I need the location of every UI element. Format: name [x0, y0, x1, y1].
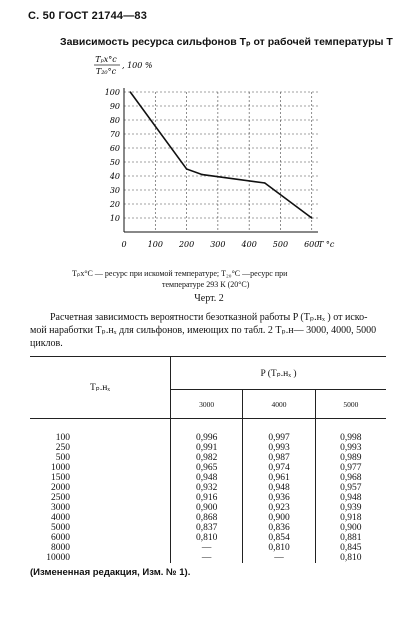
- table-cell-probability: —: [171, 543, 243, 553]
- table-cell-hours: 2500: [51, 493, 70, 503]
- table-cell-hours: 10000: [46, 553, 70, 563]
- table-cell-probability: 0,868: [171, 513, 243, 523]
- x-tick-label: 200: [178, 240, 195, 249]
- x-tick-label: 600: [304, 240, 320, 249]
- y-tick-label: 40: [109, 172, 120, 181]
- table-cell-hours: 2000: [51, 483, 70, 493]
- temperature-resource-chart: [0, 50, 418, 265]
- y-tick-label: 80: [109, 116, 120, 125]
- table-subheader: 4000: [243, 390, 315, 419]
- data-point: [264, 182, 266, 184]
- table-cell-hours: 4000: [51, 513, 70, 523]
- table-cell-hours: 1000: [51, 463, 70, 473]
- x-tick-label: 400: [241, 240, 257, 249]
- table-cell-probability: 0,918: [315, 513, 386, 523]
- table-cell-probability: 0,900: [315, 523, 386, 533]
- table-cell-hours: 250: [55, 443, 70, 453]
- table-cell-hours: 6000: [51, 533, 70, 543]
- table-col0-header: Tₚ.нₓ: [30, 357, 171, 419]
- table-cell-probability: 0,993: [243, 443, 315, 453]
- table-group-header: P (Tₚ.нₓ ): [171, 357, 387, 390]
- table-row: [30, 543, 386, 553]
- table-cell-probability: 0,916: [171, 493, 243, 503]
- table-cell-probability: 0,810: [171, 533, 243, 543]
- figure-caption: Черт. 2: [194, 293, 224, 304]
- y-tick-label: 60: [109, 144, 120, 153]
- data-point: [201, 174, 203, 176]
- table-row: [30, 453, 386, 463]
- y-tick-label: 100: [104, 88, 120, 97]
- table-cell-probability: —: [171, 553, 243, 563]
- table-row: [30, 513, 386, 523]
- table-cell-probability: 0,982: [171, 453, 243, 463]
- y-label-top: Тₚх°c: [95, 55, 117, 64]
- table-row: [30, 443, 386, 453]
- table-cell-probability: 0,998: [315, 419, 386, 444]
- table-cell-hours: 5000: [51, 523, 70, 533]
- table-cell-probability: 0,881: [315, 533, 386, 543]
- table-cell-probability: 0,989: [315, 453, 386, 463]
- table-cell-probability: 0,974: [243, 463, 315, 473]
- table-row: [30, 473, 386, 483]
- data-point: [129, 91, 131, 93]
- table-cell-probability: 0,900: [171, 503, 243, 513]
- paragraph: [30, 311, 386, 350]
- table-cell-hours: 500: [55, 453, 70, 463]
- x-axis-label: T °c: [318, 240, 335, 249]
- table-cell-probability: 0,997: [243, 419, 315, 444]
- x-tick-label: 500: [272, 240, 289, 249]
- table-row: [30, 463, 386, 473]
- series-line: [130, 92, 311, 218]
- table-cell-probability: 0,948: [315, 493, 386, 503]
- table-cell-hours: 3000: [51, 503, 70, 513]
- table-row: [30, 493, 386, 503]
- table-subheader: 3000: [171, 390, 243, 419]
- table-cell-probability: 0,936: [243, 493, 315, 503]
- data-point: [311, 217, 313, 219]
- data-point: [186, 168, 188, 170]
- x-tick-label: 0: [121, 240, 127, 249]
- table-cell-probability: 0,961: [243, 473, 315, 483]
- y-tick-label: 90: [109, 102, 120, 111]
- y-label-suffix: , 100 %: [122, 61, 153, 70]
- x-tick-label: 300: [210, 240, 226, 249]
- table-cell-probability: 0,939: [315, 503, 386, 513]
- table-row: [30, 483, 386, 493]
- table-cell-probability: 0,836: [243, 523, 315, 533]
- paragraph-line2: мой наработки Tₚ.нₓ для сильфонов, имеющих по табл. 2 Tₚ.н— 3000, 4000, 5000: [30, 325, 377, 336]
- probability-table: [30, 356, 386, 563]
- table-row: [30, 503, 386, 513]
- table-row: [30, 523, 386, 533]
- table-cell-probability: 0,968: [315, 473, 386, 483]
- y-tick-label: 50: [109, 158, 120, 167]
- table-cell-probability: —: [243, 553, 315, 563]
- y-tick-labels: [105, 88, 120, 223]
- table-cell-probability: 0,932: [171, 483, 243, 493]
- table-cell-probability: 0,810: [243, 543, 315, 553]
- table-cell-hours: 8000: [51, 543, 70, 553]
- table-cell-probability: 0,923: [243, 503, 315, 513]
- x-tick-label: 100: [147, 240, 163, 249]
- table-subheader: 5000: [315, 390, 386, 419]
- chart-note-line2: температуре 293 К (20°С): [162, 280, 250, 289]
- y-tick-label: 20: [109, 200, 120, 209]
- table-cell-probability: 0,948: [243, 483, 315, 493]
- table-cell-probability: 0,810: [315, 553, 386, 563]
- table-cell-probability: 0,900: [243, 513, 315, 523]
- chart-title: Зависимость ресурса сильфонов Тₚ от рабочей температуры Т: [60, 36, 393, 48]
- table-cell-probability: 0,837: [171, 523, 243, 533]
- chart-series: [129, 91, 312, 219]
- y-tick-label: 70: [109, 130, 120, 139]
- table-row: [30, 533, 386, 543]
- table-cell-probability: 0,854: [243, 533, 315, 543]
- chart-note: [72, 268, 372, 290]
- y-tick-label: 30: [109, 186, 120, 195]
- table-row: [30, 553, 386, 563]
- y-tick-label: 10: [109, 214, 120, 223]
- table-row: [30, 419, 386, 444]
- table-cell-probability: 0,987: [243, 453, 315, 463]
- table-cell-probability: 0,996: [171, 419, 243, 444]
- table-cell-probability: 0,993: [315, 443, 386, 453]
- page-header: С. 50 ГОСТ 21744—83: [28, 10, 148, 22]
- table-cell-probability: 0,948: [171, 473, 243, 483]
- table-cell-probability: 0,845: [315, 543, 386, 553]
- table-cell-hours: 100: [55, 433, 70, 443]
- table-cell-probability: 0,991: [171, 443, 243, 453]
- paragraph-line3: циклов.: [30, 338, 63, 349]
- chart-note-line1: Tₚх°С — ресурс при искомой температуре; T₂₀°С —ресурс при: [72, 269, 288, 278]
- table-cell-hours: 1500: [51, 473, 70, 483]
- paragraph-line1: Расчетная зависимость вероятности безотказной работы P (Tₚ.нₓ ) от иско-: [50, 312, 368, 323]
- chart-grid: [124, 88, 318, 232]
- table-cell-probability: 0,965: [171, 463, 243, 473]
- table-cell-probability: 0,977: [315, 463, 386, 473]
- x-tick-labels: [121, 240, 319, 249]
- footer-note: (Измененная редакция, Изм. № 1).: [30, 567, 191, 578]
- table-cell-probability: 0,957: [315, 483, 386, 493]
- y-label-bottom: Т₂₀°c: [95, 67, 117, 76]
